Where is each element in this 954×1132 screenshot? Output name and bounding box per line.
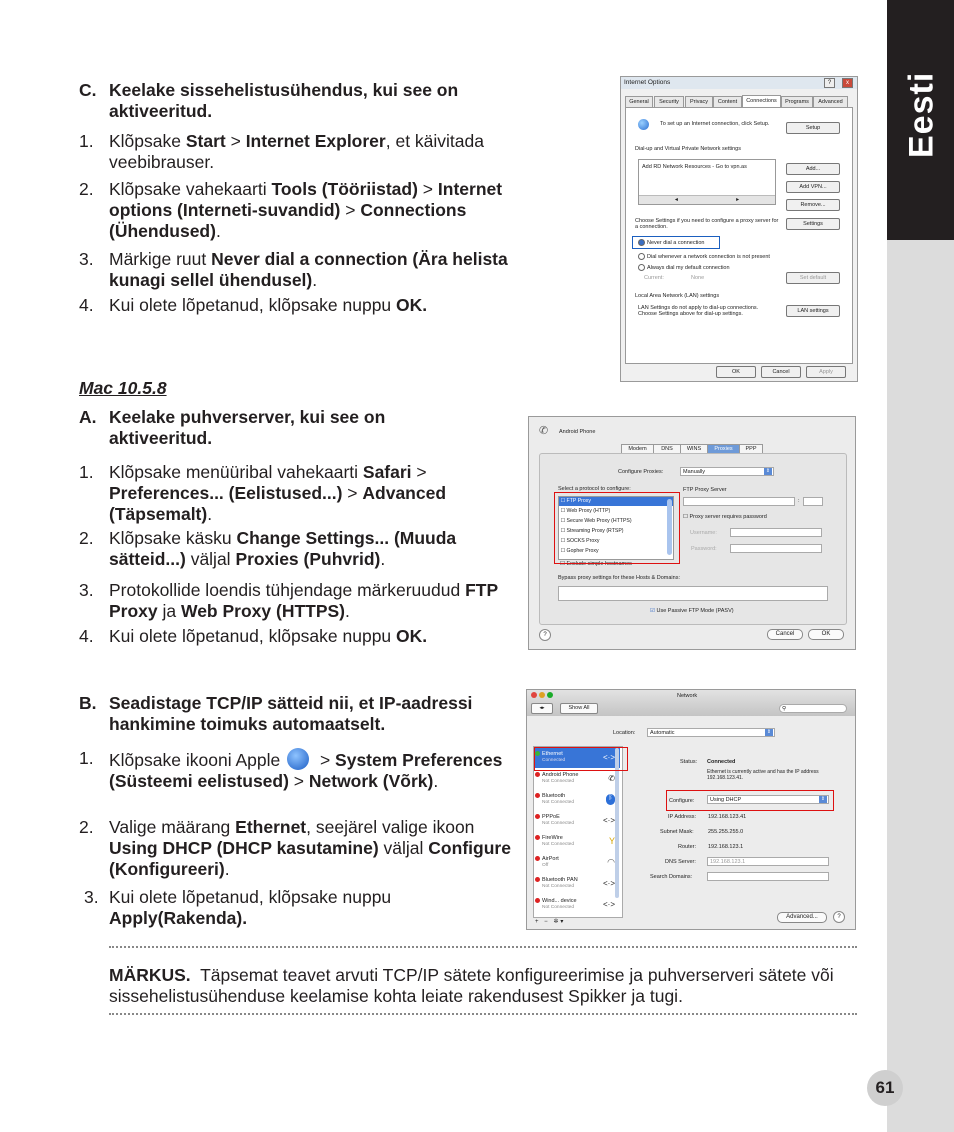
section-a-letter: A. (79, 407, 97, 427)
ie-add-vpn-button[interactable]: Add VPN... (786, 181, 840, 193)
configure-highlight (666, 790, 834, 811)
service-pppoe[interactable]: PPPoE Not Connected <·> (535, 814, 621, 835)
service-bluetooth-pan[interactable]: Bluetooth PAN Not Connected <·> (535, 877, 621, 898)
a-step-2: Klõpsake käsku Change Settings... (Muuda sätteid...) väljal Proxies (Puhvrid). (109, 528, 457, 569)
c-step-2-num: 2. (79, 179, 94, 199)
ie-vpn-scrollbar[interactable]: ◂ ▸ (639, 195, 775, 204)
proxy-password-input[interactable] (730, 544, 822, 553)
note-divider-top (109, 946, 857, 948)
status-dot-icon (535, 877, 540, 882)
proxy-bypass-label: Bypass proxy settings for these Hosts & Domains: (558, 575, 680, 581)
proxy-password-label: Password: (691, 546, 717, 552)
ip-value: 192.168.123.41 (708, 814, 747, 820)
ie-vpn-list[interactable] (638, 159, 776, 205)
section-c-letter: C. (79, 80, 97, 100)
status-dot-icon (535, 898, 540, 903)
protocol-row-web[interactable]: ☐ Web Proxy (HTTP) (559, 508, 611, 514)
mac-proxies-window (528, 416, 856, 650)
proxy-bypass-input[interactable] (558, 586, 828, 601)
network-search-input[interactable] (779, 704, 847, 713)
proxy-username-input[interactable] (730, 528, 822, 537)
ie-setup-text: To set up an Internet connection, click Setup. (660, 121, 770, 127)
subnet-value: 255.255.255.0 (708, 829, 744, 835)
proxy-tab-wins[interactable]: WINS (680, 444, 708, 454)
status-dot-icon (535, 856, 540, 861)
wifi-icon: ◠ (607, 857, 615, 867)
ie-tab-content[interactable]: Content (713, 96, 742, 108)
c-step-4-num: 4. (79, 295, 94, 315)
ie-cancel-button[interactable]: Cancel (761, 366, 801, 378)
ie-dialup-label: Dial-up and Virtual Private Network settings (635, 146, 741, 152)
ftp-server-input[interactable] (683, 497, 795, 506)
note-text: Täpsemat teavet arvuti TCP/IP sätete konfigureerimise ja puhverserveri sätete või sissehelistusühenduse keelamise kohta leiate rakendusest Spikker ja tugi. (109, 965, 834, 1006)
section-b-letter: B. (79, 693, 97, 713)
ie-lan-label: Local Area Network (LAN) settings (635, 293, 720, 299)
zoom-window-icon[interactable] (547, 692, 553, 698)
service-wind-device[interactable]: Wind... device Not Connected <·> (535, 898, 621, 919)
service-ethernet[interactable]: Ethernet Connected <·> (535, 751, 621, 772)
a-step-4: Kui olete lõpetanud, klõpsake nuppu OK. (109, 626, 428, 646)
dns-input[interactable]: 192.168.123.1 (707, 857, 829, 866)
ie-tab-privacy[interactable]: Privacy (685, 96, 713, 108)
service-bluetooth[interactable]: Bluetooth Not Connected ᛒ (535, 793, 621, 814)
location-arrows-icon: ⇕ (766, 729, 772, 735)
protocol-row-streaming[interactable]: ☐ Streaming Proxy (RTSP) (559, 528, 624, 534)
ie-add-button[interactable]: Add... (786, 163, 840, 175)
location-label: Location: (613, 730, 636, 736)
apple-icon (287, 748, 309, 770)
ie-current-label: Current: (644, 275, 664, 281)
phone-icon: ✆ (539, 425, 549, 437)
configure-arrows-icon: ⇕ (820, 796, 826, 802)
status-label: Status: (680, 759, 698, 765)
ethernet-highlight (534, 747, 628, 771)
wind-device-icon: <·> (602, 900, 615, 909)
ie-help-button[interactable]: ? (824, 78, 835, 88)
mac-network-window (526, 689, 856, 930)
ie-apply-button[interactable]: Apply (806, 366, 846, 378)
search-domains-input[interactable] (707, 872, 829, 881)
proxy-protocol-highlight (554, 492, 680, 564)
ie-radio-always[interactable]: Always dial my default connection (638, 264, 730, 271)
bluetooth-pan-icon: <·> (602, 879, 615, 888)
ie-setup-button[interactable]: Setup (786, 122, 840, 134)
note-divider-bottom (109, 1013, 857, 1015)
side-tab-label: Eesti (902, 71, 941, 159)
proxy-ok-button[interactable]: OK (808, 629, 844, 640)
location-select[interactable]: Automatic ⇕ (647, 728, 775, 737)
protocol-row-gopher[interactable]: ☐ Gopher Proxy (559, 548, 599, 554)
b-step-2: Valige määrang Ethernet, seejärel valige ikoon Using DHCP (DHCP kasutamine) väljal Configure (Konfigureeri). (109, 817, 511, 879)
ie-vpn-item[interactable]: Add RD Network Resources - Go to vpn.as (642, 164, 747, 170)
ie-tab-connections[interactable]: Connections (742, 95, 781, 109)
network-window-title: Network (677, 693, 698, 699)
ftp-port-input[interactable] (803, 497, 823, 506)
ie-ok-button[interactable]: OK (716, 366, 756, 378)
select-arrows-icon: ⇕ (765, 468, 771, 474)
b-step-2-num: 2. (79, 817, 94, 837)
phone-icon: ✆ (608, 774, 615, 783)
globe-icon (638, 119, 649, 130)
c-step-2: Klõpsake vahekaarti Tools (Tööriistad) > Internet options (Interneti-suvandid) > Connections (Ühendused). (109, 179, 503, 241)
c-step-3: Märkige ruut Never dial a connection (Ära helista kunagi sellel ühendusel). (109, 249, 508, 290)
bluetooth-icon: ᛒ (606, 794, 615, 805)
proxy-help-button[interactable]: ? (539, 629, 551, 641)
a-step-1-num: 1. (79, 462, 94, 482)
ie-remove-button[interactable]: Remove... (786, 199, 840, 211)
ie-close-button[interactable]: x (842, 78, 853, 88)
status-dot-icon (535, 793, 540, 798)
proxy-tab-ppp[interactable]: PPP (739, 444, 763, 454)
protocol-row-socks[interactable]: ☐ SOCKS Proxy (559, 538, 600, 544)
show-all-button[interactable]: Show All (560, 703, 598, 714)
ie-lan-settings-button[interactable]: LAN settings (786, 305, 840, 317)
b-step-1-num: 1. (79, 748, 94, 768)
service-list-controls[interactable]: + − ✲▾ (535, 919, 566, 925)
ftp-server-label: FTP Proxy Server (683, 487, 727, 493)
b-step-3: Kui olete lõpetanud, klõpsake nuppu Apply(Rakenda). (109, 887, 392, 928)
c-step-1-num: 1. (79, 131, 94, 151)
proxy-tab-proxies[interactable]: Proxies (707, 444, 740, 454)
note-label: MÄRKUS. (109, 965, 191, 985)
ip-label: IP Address: (668, 814, 697, 820)
firewire-icon: Y (608, 836, 615, 846)
proxy-cancel-button[interactable]: Cancel (767, 629, 803, 640)
ie-lan-text: LAN Settings do not apply to dial-up connections. Choose Settings above for dial-up settings. (638, 305, 759, 317)
a-step-3: Protokollide loendis tühjendage märkeruudud FTP Proxy ja Web Proxy (HTTPS). (109, 580, 498, 621)
protocol-row-secure-web[interactable]: ☐ Secure Web Proxy (HTTPS) (559, 518, 632, 524)
radio-whenever-icon[interactable] (638, 253, 645, 260)
section-a-heading: Keelake puhverserver, kui see on aktiveeritud. (109, 407, 386, 448)
ie-settings-text: Choose Settings if you need to configure a proxy server for a connection. (635, 218, 779, 230)
a-step-2-num: 2. (79, 528, 94, 548)
proxy-tab-modem[interactable]: Modem (621, 444, 654, 454)
dns-label: DNS Server: (665, 859, 696, 865)
section-c-heading: Keelake sissehelistusühendus, kui see on aktiveeritud. (109, 80, 459, 121)
c-step-3-num: 3. (79, 249, 94, 269)
internet-options-window (620, 76, 858, 382)
ie-set-default-button[interactable]: Set default (786, 272, 840, 284)
status-dot-icon (535, 814, 540, 819)
ie-window-title: Internet Options (624, 79, 671, 86)
search-domains-label: Search Domains: (650, 874, 693, 880)
radio-always-icon[interactable] (638, 264, 645, 271)
pppoe-icon: <·> (602, 816, 615, 825)
configure-label: Configure: (669, 798, 695, 804)
ethernet-icon: <·> (602, 753, 615, 762)
b-step-3-num: 3. (84, 887, 99, 907)
close-window-icon[interactable] (531, 692, 537, 698)
subnet-label: Subnet Mask: (660, 829, 694, 835)
ie-tab-advanced[interactable]: Advanced (813, 96, 848, 108)
service-airport[interactable]: AirPort Off ◠ (535, 856, 621, 877)
ie-tab-security[interactable]: Security (654, 96, 684, 108)
section-b-heading: Seadistage TCP/IP sätteid nii, et IP-aadressi hankimine toimuks automaatselt. (109, 693, 473, 734)
a-step-1: Klõpsake menüüribal vahekaarti Safari > Preferences... (Eelistused...) > Advanced (Täpsemalt). (109, 462, 447, 524)
proxy-window-title: Android Phone (559, 429, 596, 435)
proxy-configure-label: Configure Proxies: (618, 469, 664, 475)
a-step-4-num: 4. (79, 626, 94, 646)
proxy-configure-select[interactable]: Manually ⇕ (680, 467, 774, 476)
mac-version-title: Mac 10.5.8 (79, 378, 167, 398)
service-android-phone[interactable]: Android Phone Not Connected ✆ (535, 772, 621, 793)
back-forward-icon[interactable]: ◂▸ (531, 703, 553, 714)
proxy-exclude-checkbox[interactable]: ☐ Exclude simple hostnames (560, 561, 632, 567)
status-dot-icon (535, 835, 540, 840)
proxy-username-label: Username: (690, 530, 717, 536)
note (109, 965, 859, 1007)
ie-highlight-never-dial (632, 236, 720, 249)
ie-radio-never[interactable]: Never dial a connection (638, 239, 704, 246)
service-firewire[interactable]: FireWire Not Connected Y (535, 835, 621, 856)
c-step-1: Klõpsake Start > Internet Explorer, et käivitada veebibrauser. (109, 131, 484, 172)
ie-settings-button[interactable]: Settings (786, 218, 840, 230)
c-step-4: Kui olete lõpetanud, klõpsake nuppu OK. (109, 295, 428, 315)
a-step-3-num: 3. (79, 580, 94, 600)
router-label: Router: (678, 844, 697, 850)
status-description: Ethernet is currently active and has the IP address 192.168.123.41. (707, 769, 819, 781)
router-value: 192.168.123.1 (708, 844, 744, 850)
b-step-1: Klõpsake ikooni Apple > System Preferences (Süsteemi eelistused) > Network (Võrk). (109, 750, 503, 791)
advanced-button[interactable]: Advanced... (777, 912, 827, 923)
status-dot-icon (535, 772, 540, 777)
proxy-select-label: Select a protocol to configure: (558, 486, 631, 492)
ie-radio-whenever[interactable]: Dial whenever a network connection is not present (638, 253, 770, 260)
proxy-password-checkbox[interactable]: ☐ Proxy server requires password (683, 514, 767, 520)
status-value: Connected (707, 759, 736, 765)
ie-tab-general[interactable]: General (625, 96, 653, 108)
page-number: 61 (867, 1070, 903, 1106)
ie-current-value: None (691, 275, 705, 281)
configure-select[interactable]: Using DHCP ⇕ (707, 795, 829, 804)
minimize-window-icon[interactable] (539, 692, 545, 698)
protocol-row-ftp[interactable]: ☐ FTP Proxy (559, 497, 673, 506)
network-help-button[interactable]: ? (833, 911, 845, 923)
proxy-pasv-checkbox[interactable]: ☑ Use Passive FTP Mode (PASV) (650, 608, 734, 614)
proxy-tab-dns[interactable]: DNS (653, 444, 681, 454)
ftp-colon: : (798, 498, 800, 504)
ie-tab-programs[interactable]: Programs (781, 96, 813, 108)
search-icon: ⚲ (782, 706, 787, 712)
